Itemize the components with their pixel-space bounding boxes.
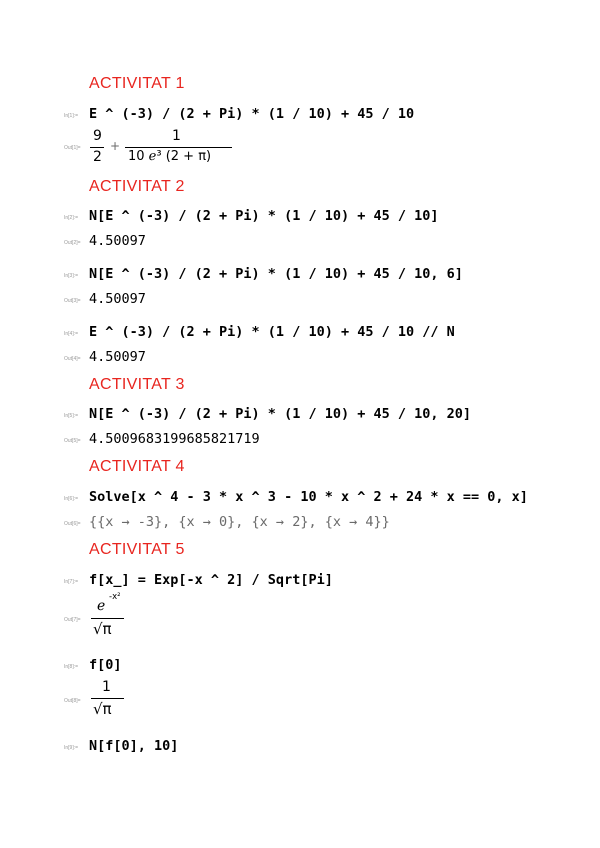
fraction-denominator: 10 ℯ³ (2 + π) [128,149,212,164]
fraction-bar [91,698,124,699]
output-label: Out[4]= [64,356,81,362]
section-heading-activitat-3: ACTIVITAT 3 [89,376,185,393]
input-cell[interactable]: E ^ (-3) / (2 + Pi) * (1 / 10) + 45 / 10 // N [89,324,455,340]
section-heading-activitat-4: ACTIVITAT 4 [89,458,185,475]
input-label: In[1]:= [64,113,79,119]
input-cell[interactable]: f[0] [89,657,122,673]
fraction-numerator: 9 [93,128,102,144]
exponent: -x² [109,592,121,602]
output-label: Out[6]= [64,521,81,527]
output-cell: {{x → -3}, {x → 0}, {x → 2}, {x → 4}} [89,514,390,530]
output-label: Out[5]= [64,438,81,444]
section-heading-activitat-2: ACTIVITAT 2 [89,178,185,195]
input-label: In[9]:= [64,745,79,751]
input-label: In[5]:= [64,413,79,419]
output-cell: 4.50097 [89,349,146,365]
output-label: Out[3]= [64,298,81,304]
input-cell[interactable]: Solve[x ^ 4 - 3 * x ^ 3 - 10 * x ^ 2 + 24 * x == 0, x] [89,489,528,505]
fraction-bar [125,147,232,148]
fraction-bar [90,147,104,148]
input-label: In[6]:= [64,496,79,502]
fraction-denominator: 2 [93,149,102,165]
input-label: In[3]:= [64,273,79,279]
input-cell[interactable]: N[E ^ (-3) / (2 + Pi) * (1 / 10) + 45 / 10] [89,208,439,224]
input-cell[interactable]: N[E ^ (-3) / (2 + Pi) * (1 / 10) + 45 / 10, 20] [89,406,472,422]
fraction-numerator: ℯ [97,598,106,614]
fraction-denominator: √π [93,620,112,638]
fraction-numerator: 1 [172,128,181,144]
fraction-bar [91,618,124,619]
output-cell: 4.50097 [89,233,146,249]
input-label: In[8]:= [64,664,79,670]
output-label: Out[8]= [64,698,81,704]
output-cell: 4.5009683199685821719 [89,431,260,447]
input-cell[interactable]: f[x_] = Exp[-x ^ 2] / Sqrt[Pi] [89,572,333,588]
fraction-denominator: √π [93,700,112,718]
input-cell[interactable]: N[f[0], 10] [89,738,179,754]
input-label: In[4]:= [64,331,79,337]
input-cell[interactable]: E ^ (-3) / (2 + Pi) * (1 / 10) + 45 / 10 [89,106,415,122]
section-heading-activitat-1: ACTIVITAT 1 [89,75,185,92]
input-label: In[2]:= [64,215,79,221]
input-cell[interactable]: N[E ^ (-3) / (2 + Pi) * (1 / 10) + 45 / 10, 6] [89,266,463,282]
section-heading-activitat-5: ACTIVITAT 5 [89,541,185,558]
output-label: Out[7]= [64,617,81,623]
fraction-numerator: 1 [102,679,111,695]
output-label: Out[2]= [64,240,81,246]
output-cell: 4.50097 [89,291,146,307]
input-label: In[7]:= [64,579,79,585]
output-label: Out[1]= [64,145,81,151]
plus-operator: + [110,139,121,153]
